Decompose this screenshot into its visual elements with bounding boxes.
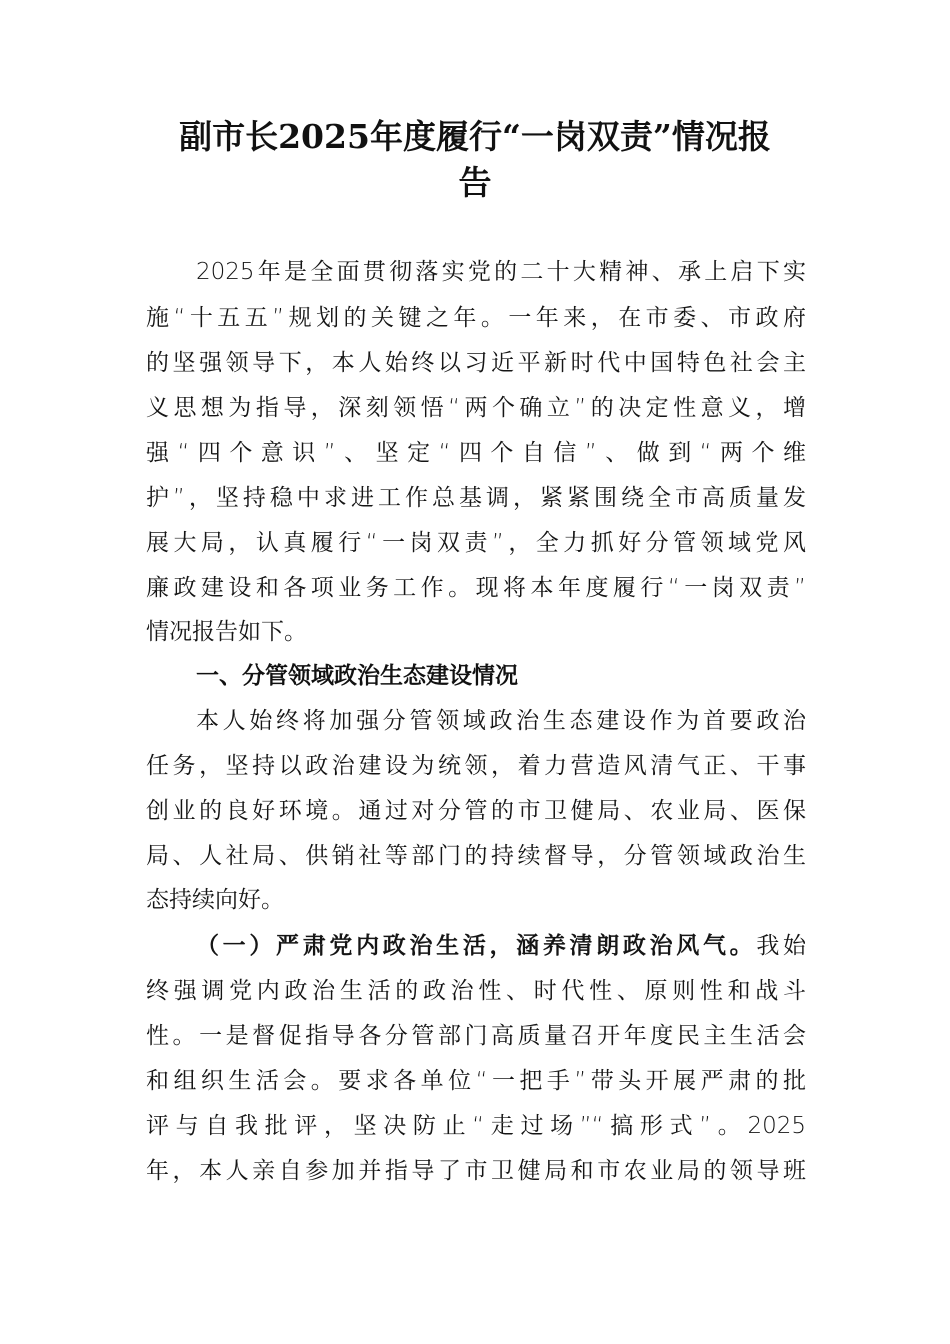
section-1-line-2: 任务，坚持以政治建设为统领，着力营造风清气正、干事 — [146, 753, 806, 779]
intro-line-8: 廉政建设和各项业务工作。现将本年度履行“一岗双责” — [146, 575, 806, 601]
section-1-line-4: 局、人社局、供销社等部门的持续督导，分管领域政治生 — [146, 843, 806, 869]
subsection-1-line-6: 年，本人亲自参加并指导了市卫健局和市农业局的领导班 — [146, 1158, 806, 1184]
intro-line-7: 展大局，认真履行“一岗双责”，全力抓好分管领域党风 — [146, 530, 806, 556]
intro-line-2: 施“十五五”规划的关键之年。一年来，在市委、市政府 — [146, 305, 806, 331]
subsection-1-line-3: 性。一是督促指导各分管部门高质量召开年度民主生活会 — [146, 1023, 806, 1049]
section-1-heading: 一、分管领域政治生态建设情况 — [196, 663, 518, 689]
intro-line-1: 2025年是全面贯彻落实党的二十大精神、承上启下实 — [196, 259, 806, 285]
document-title-line-1: 副市长2025年度履行“一岗双责”情况报 — [179, 117, 771, 156]
section-1-line-1: 本人始终将加强分管领域政治生态建设作为首要政治 — [196, 708, 806, 734]
intro-line-3: 的坚强领导下，本人始终以习近平新时代中国特色社会主 — [146, 350, 806, 376]
section-1-line-3: 创业的良好环境。通过对分管的市卫健局、农业局、医保 — [146, 798, 806, 824]
subsection-1-first-line-rest: 我始 — [756, 933, 807, 959]
subsection-1-line-2: 终强调党内政治生活的政治性、时代性、原则性和战斗 — [146, 978, 806, 1004]
subsection-1-line-4: 和组织生活会。要求各单位“一把手”带头开展严肃的批 — [146, 1068, 806, 1094]
intro-line-6: 护”，坚持稳中求进工作总基调，紧紧围绕全市高质量发 — [146, 485, 806, 511]
subsection-1-subheading: （一）严肃党内政治生活，涵养清朗政治风气。 — [196, 933, 757, 959]
subsection-1-first-line — [196, 924, 806, 968]
intro-line-5: 强“四个意识”、坚定“四个自信”、做到“两个维 — [146, 440, 806, 466]
intro-line-9: 情况报告如下。 — [146, 619, 307, 645]
intro-line-4: 义思想为指导，深刻领悟“两个确立”的决定性意义，增 — [146, 395, 806, 421]
document-title-line-2: 告 — [458, 163, 492, 202]
subsection-1-line-5: 评与自我批评，坚决防止“走过场”“搞形式”。2025 — [146, 1113, 806, 1139]
section-1-line-5: 态持续向好。 — [146, 887, 284, 913]
